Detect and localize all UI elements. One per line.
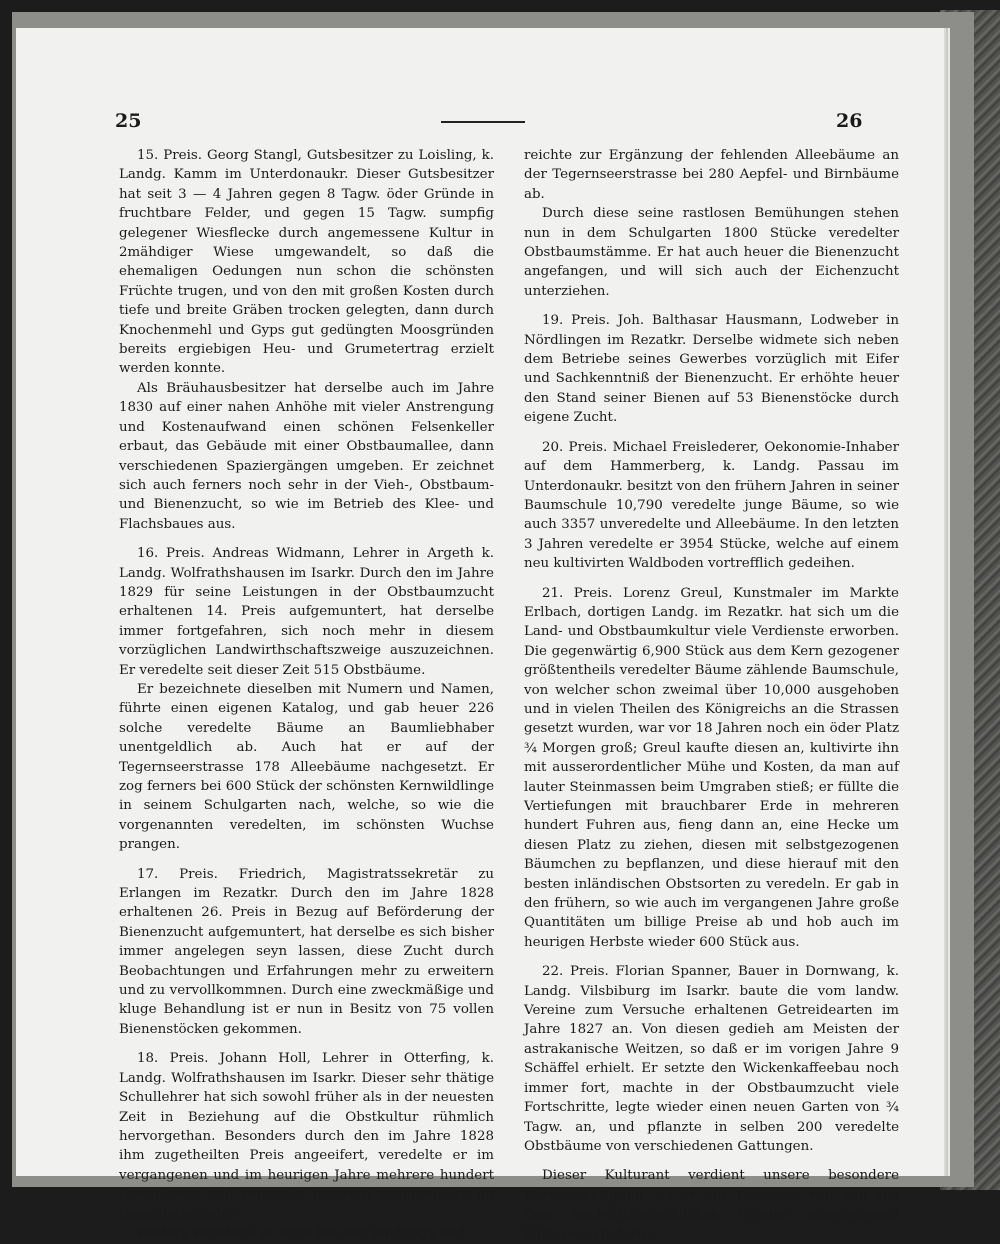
paragraph-prize-18: 18. Preis. Johann Holl, Lehrer in Otterfing, k. Landg. Wolfrathshausen im Isarkr. Dieser sehr thätige Schullehrer hat sich sowohl früher als in der neuesten Zeit in Beziehung auf die Obstkultur rühmlich hervorgethan. Besonders durch den im Jahre 1828 ihm zugetheilten Preis angeeifert, veredelte er im vergangenen und im heurigen Jahre mehrere hundert Obstbäume, und vertheilte mehrere unentgeldlich an Gemeindeglieder. — [119, 1051, 494, 1222]
book-page — [16, 28, 944, 1242]
paragraph: Er bezeichnete dieselben mit Numern und Namen, führte einen eigenen Katalog, und gab heuer 226 solche veredelte Bäume an Baumliebhaber unentgeldlich ab. Auch hat er auf der Tegernseerstrasse 178 Alleebäume nachgesetzt. Er zog ferners bei 600 Stück der schönsten Kernwildlinge in seinem Schulgarten nach, welche, so wie die vorgenannten veredelten, im schönsten Wuchse prangen. — [119, 681, 494, 853]
left-column — [119, 146, 494, 1243]
paragraph-prize-16: 16. Preis. Andreas Widmann, Lehrer in Argeth k. Landg. Wolfrathshausen im Isarkr. Durch den im Jahre 1829 für seine Leistungen in der Obstbaumzucht erhaltenen 14. Preis aufgemuntert, hat derselbe immer fortgefahren, sich noch mehr in diesem vorzüglichen Landwirthschaftszweige auszuzeichnen. Er veredelte seit dieser Zeit 515 Obstbäume. — [119, 546, 494, 678]
paragraph-prize-21: 21. Preis. Lorenz Greul, Kunstmaler im Markte Erlbach, dortigen Landg. im Rezatkr. hat sich um die Land- und Obstbaumkultur viele Verdienste erworben. Die gegenwärtig 6,900 Stück aus dem Kern gezogener größtentheils veredelter Bäume zählende Baumschule, von welcher schon zweimal über 10,000 ausgehoben und in vielen Theilen des Königreichs an die Strassen gesetzt wurden, war vor 18 Jahren noch ein öder Platz ¾ Morgen groß; Greul kaufte diesen an, kultivirte ihn mit ausserordentlicher Mühe und Kosten, da man auf lauter Steinmassen beim Umgraben stieß; er füllte die Vertiefungen mit brauchbarer Erde in mehreren hundert Fuhren aus, fieng dann an, eine Hecke um diesen Platz zu ziehen, diesen mit selbstgezogenen Bäumchen zu bepflanzen, und diese hierauf mit den besten inländischen Obstsorten zu veredeln. Er gab in den frühern, so wie auch im vergangenen Jahre große Quantitäten um billige Preise ab und hob auch im heurigen Herbste wieder 600 Stück aus. — [524, 585, 899, 950]
paragraph: Dieser Kulturant verdient unsere besondere Berücksichtigung, da er uns Resultate von den aus dem landwirthschaftlichen Vereine abgegebenen Sämereien lieferte. — [524, 1168, 899, 1242]
paragraph: Durch diese seine rastlosen Bemühungen stehen nun in dem Schulgarten 1800 Stücke veredelter Obstbaumstämme. Er hat auch heuer die Bienenzucht angefangen, und will sich auch der Eichenzucht unterziehen. — [524, 206, 899, 299]
paragraph-prize-20: 20. Preis. Michael Freislederer, Oekonomie-Inhaber auf dem Hammerberg, k. Landg. Passau im Unterdonaukr. besitzt von den frühern Jahren in seiner Baumschule 10,790 veredelte junge Bäume, so wie auch 3357 unveredelte und Alleebäume. In den letzten 3 Jahren veredelte er 3954 Stücke, welche auf einem neu kultivirten Waldboden vortrefflich gedeihen. — [524, 439, 899, 572]
paragraph-prize-22: 22. Preis. Florian Spanner, Bauer in Dornwang, k. Landg. Vilsbiburg im Isarkr. baute die vom landw. Vereine zum Versuche erhaltenen Getreidearten im Jahre 1827 an. Von diesen gedieh am Meisten der astrakanische Weitzen, so daß er im vorigen Jahre 9 Schäffel erhielt. Er setzte den Wickenkaffeebau noch immer fort, machte in der Obstbaumzucht viele Fortschritte, legte wieder einen neuen Garten von ¾ Tagw. an, und pflanzte in selben 200 veredelte Obstbäume von verschiedenen Gattungen. — [524, 964, 899, 1154]
header-rule — [441, 121, 525, 123]
paragraph-prize-17: 17. Preis. Friedrich, Magistratssekretär zu Erlangen im Rezatkr. Durch den im Jahre 1828 erhaltenen 26. Preis in Bezug auf Beförderung der Bienenzucht aufgemuntert, hat derselbe es sich bisher immer angelegen seyn lassen, diese Zucht durch Beobachtungen und Erfahrungen mehr zu erweitern und zu vervollkommnen. Durch eine zweckmäßige und kluge Behandlung ist er nun in Besitz von 75 vollen Bienenstöcken gekommen. — [119, 866, 494, 1037]
paragraph: Weiters veredelte er auch bei 600 Wildlinge und — [137, 1225, 466, 1241]
paragraph: Als Bräuhausbesitzer hat derselbe auch im Jahre 1830 auf einer nahen Anhöhe mit vieler Anstrengung und Kostenaufwand einen schönen Felsenkeller erbaut, das Gebäude mit einer Obstbaumallee, dann verschiedenen Spaziergängen umgeben. Er zeichnet sich auch ferners noch sehr in der Vieh-, Obstbaum- und Bienenzucht, so wie im Betrieb des Klee- und Flachsbaues aus. — [119, 380, 494, 532]
page-number-left: 25 — [115, 110, 142, 132]
paragraph-prize-19: 19. Preis. Joh. Balthasar Hausmann, Lodweber in Nördlingen im Rezatkr. Derselbe widmete sich neben dem Betriebe seines Gewerbes vorzüglich mit Eifer und Sachkenntniß der Bienenzucht. Er erhöhte heuer den Stand seiner Bienen auf 53 Bienenstöcke durch eigene Zucht. — [524, 313, 899, 426]
paragraph-continuation: reichte zur Ergänzung der fehlenden Alleebäume an der Tegernseerstrasse bei 280 Aepfel- und Birnbäume ab. — [524, 148, 899, 202]
page-number-right: 26 — [836, 110, 863, 132]
right-column — [524, 146, 899, 1244]
paragraph-prize-15: 15. Preis. Georg Stangl, Gutsbesitzer zu Loisling, k. Landg. Kamm im Unterdonaukr. Dieser Gutsbesitzer hat seit 3 — 4 Jahren gegen 8 Tagw. öder Gründe in fruchtbare Felder, und gegen 15 Tagw. sumpfig gelegener Wiesflecke durch angemessene Kultur in 2mähdiger Wiese umgewandelt, so daß die ehemaligen Oedungen nun schon die schönsten Früchte trugen, und von den mit großen Kosten durch tiefe und breite Gräben trocken gelegten, dann durch Knochenmehl und Gyps gut gedüngten Moosgründen bereits ergiebigen Heu- und Grumetertrag erzielt werden konnte. — [119, 148, 494, 377]
